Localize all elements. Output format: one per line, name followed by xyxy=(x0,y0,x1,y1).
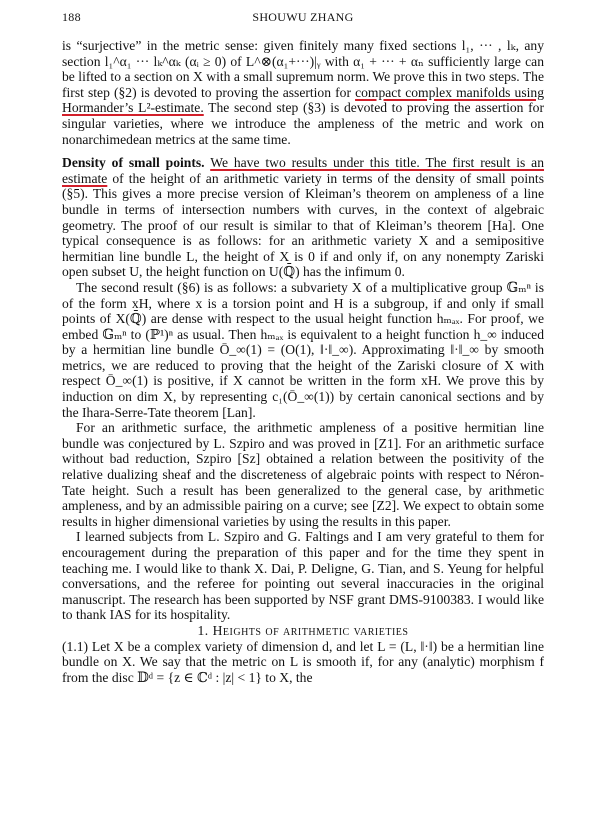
page-header xyxy=(62,10,544,26)
running-head: SHOUWU ZHANG xyxy=(252,10,354,24)
page-number: 188 xyxy=(62,10,81,24)
highlighted-text: We have two results under this title. The first result is an estimate xyxy=(62,155,545,186)
text-run: is “surjective” in the metric sense: given finitely many fixed sections l₁, ··· , lₖ, any section l₁^α₁ ··· lₖ^αₖ (αᵢ ≥ 0) of L^⊗(α₁+···)|ᵧ with α₁ + ··· + αₙ sufficiently large can be lifted to a section on X with a small supremum norm. We prove this in two steps. The first step (§2) is devoted to proving the assertion for xyxy=(62,38,544,100)
text-run: of the height of an arithmetic variety in terms of the density of small points (§5). This gives a more precise version of Kleiman’s theorem on ampleness of a line bundle in terms of intersection numbers with curves, in the context of algebraic geometry. The proof of our result is similar to that of Kleiman’s theorem [Ha]. One typical consequence is as follows: for an arithmetic variety X and a semipositive hermitian line bundle L, the height of X is 0 if and only if, on any nonempty Zariski open subset U, the height function on U(ℚ̄) has the infimum 0. xyxy=(62,170,544,280)
text-run: The second step (§3) is devoted to proving the assertion for singular varieties, where we introduce the ampleness of the metric and work on nonarchimedean metrics at the same time. xyxy=(62,100,544,147)
paragraph xyxy=(62,639,544,686)
text-run: (1.1) Let X be a complex variety of dimension d, and let L = (L, ‖·‖) be a hermitian line bundle on X. We say that the metric on L is smooth if, for any (analytic) morphism f from the disc 𝔻ᵈ = {z ∈ ℂᵈ : |z| < 1} to X, the xyxy=(62,638,544,685)
paragraph xyxy=(62,529,544,623)
section-heading xyxy=(62,623,544,639)
highlighted-text: compact complex manifolds using Hormander’s L²-estimate. xyxy=(62,84,545,116)
paragraph xyxy=(62,280,544,420)
text-run: For an arithmetic surface, the arithmetic ampleness of a positive hermitian line bundle was conjectured by L. Szpiro and was proved in [Z1]. For an arithmetic surface without bad reduction, Szpiro [Sz] obtained a relation between the positivity of the relative dualizing sheaf and the discreteness of algebraic points with respect to Néron-Tate height. Such a result has been generalized to the general case, by arithmetic ampleness, and by an admissible pairing on a curve; see [Z2]. We expect to obtain some results in higher dimensional varieties by using the results in this paper. xyxy=(62,420,544,529)
run-in-heading: Density of small points. xyxy=(62,155,205,171)
text-run: I learned subjects from L. Szpiro and G. Faltings and I am very grateful to them for encouragement during the preparation of this paper and for the time they spent in teaching me. I would like to thank X. Dai, P. Deligne, G. Tian, and S. Yeung for helpful conversations, and the referee for pointing out several inaccuracies in the original manuscript. The research has been supported by NSF grant DMS-9100383. I would like to thank IAS for its hospitality. xyxy=(62,529,544,623)
paragraph xyxy=(62,38,544,147)
paragraph-gap xyxy=(62,147,544,155)
text-run: 1. Heights of arithmetic varieties xyxy=(197,622,409,638)
text-run: The second result (§6) is as follows: a subvariety X of a multiplicative group 𝔾ₘⁿ is of the form xH, where x is a torsion point and H is a subgroup, if and only if small points of X(ℚ̄) are dense with respect to the usual height function hₘₐₓ. For proof, we embed 𝔾ₘⁿ to (ℙ¹)ⁿ as usual. Then hₘₐₓ is equivalent to a height function h_∞ induced by a hermitian line bundle Ō_∞(1) = (O(1), ‖·‖_∞). Approximating ‖·‖_∞ by smooth metrics, we are reduced to proving that the height of the Zariski closure of X with respect Ō_∞(1) is positive, if X cannot be written in the form xH. We prove this by induction on dim X, by representing c₁(Ō_∞(1)) by certain canonical sections and by the Ihara-Serre-Tate theorem [Lan]. xyxy=(62,279,544,420)
paragraph xyxy=(62,155,544,280)
paragraph xyxy=(62,420,544,529)
article-body xyxy=(62,38,544,685)
